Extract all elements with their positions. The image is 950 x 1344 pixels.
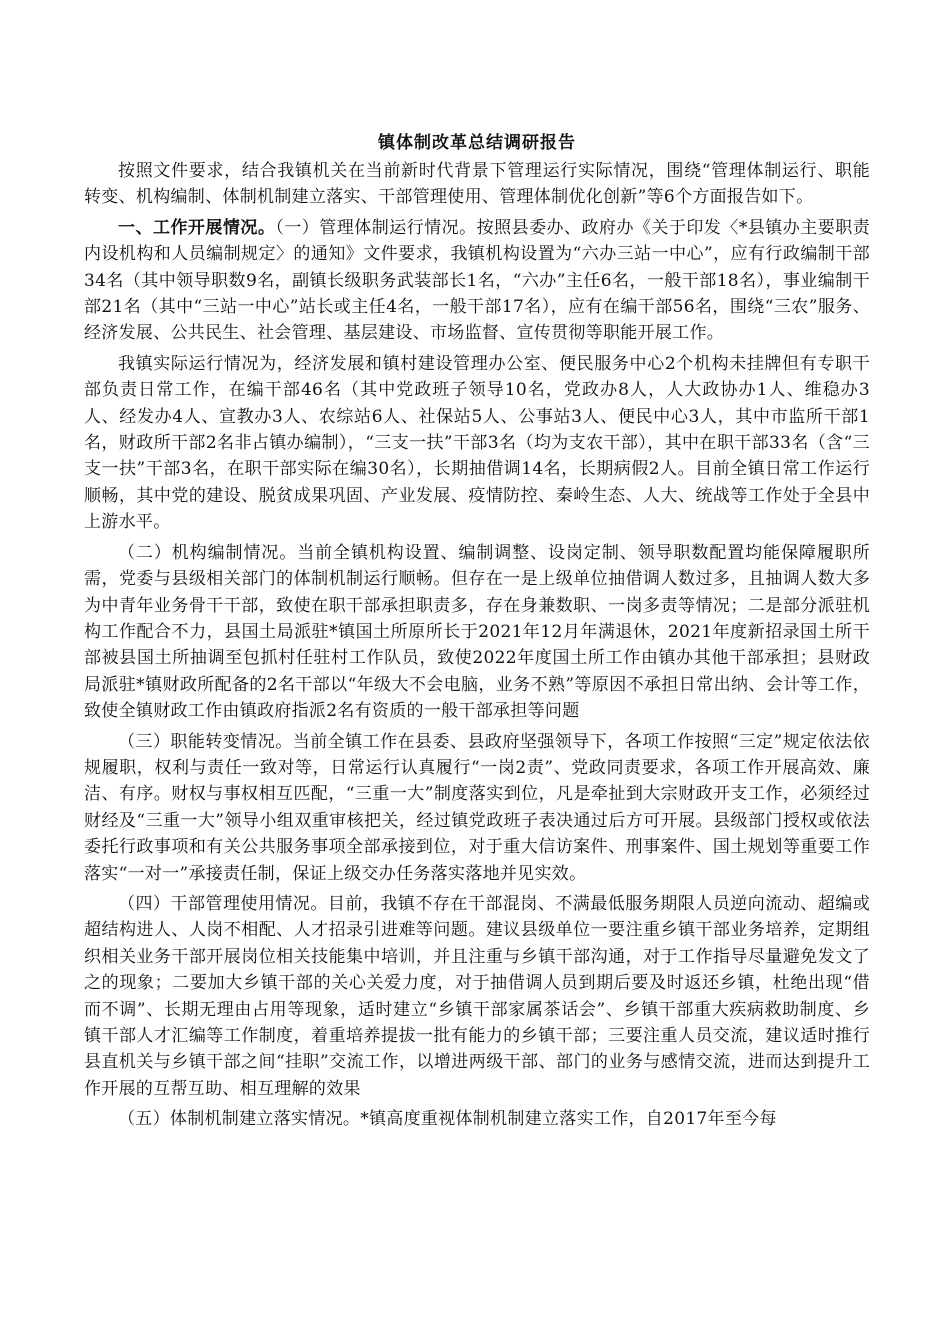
paragraph-text: 我镇实际运行情况为，经济发展和镇村建设管理办公室、便民服务中心2个机构未挂牌但有专职干部负责日常工作，在编干部46名（其中党政班子领导10名，党政办8人，人大政协办1人、维稳办3人、经发办4人、宣教办3人、农综站6人、社保站5人、公事站3人、便民中心3人，其中市监所干部1名，财政所干部2名非占镇办编制），“三支一扶”干部3名（均为支农干部），其中在职干部33名（含“三支一扶”干部3名，在职干部实际在编30名），长期抽借调14名，长期病假2人。目前全镇日常工作运行顺畅，其中党的建设、脱贫成果巩固、产业发展、疫情防控、秦岭生态、人大、统战等工作处于全县中上游水平。	[84, 353, 870, 533]
paragraph-text: （一）管理体制运行情况。按照县委办、政府办《关于印发〈*县镇办主要职责内设机构和人员编制规定〉的通知》文件要求，我镇机构设置为“六办三站一中心”，应有行政编制干部34名（其中领导职数9名，副镇长级职务武装部长1名，“六办”主任6名，一般干部18名），事业编制干部21名（其中“三站一中心”站长或主任4名，一般干部17名），应有在编干部56名，围绕“三农”服务、经济发展、公共民生、社会管理、基层建设、市场监督、宣传贯彻等职能开展工作。	[84, 217, 871, 344]
paragraph-text: 按照文件要求，结合我镇机关在当前新时代背景下管理运行实际情况，围绕“管理体制运行、职能转变、机构编制、体制机制建立落实、干部管理使用、管理体制优化创新”等6个方面报告如下。	[84, 161, 870, 208]
paragraph-text: （三）职能转变情况。当前全镇工作在县委、县政府坚强领导下，各项工作按照“三定”规定依法依规履职，权利与责任一致对等，日常运行认真履行“一岗2责”、党政同责要求，各项工作开展高效、廉洁、有序。财权与事权相互匹配，“三重一大”制度落实到位，凡是牵扯到大宗财政开支工作，必须经过财经及“三重一大”领导小组双重审核把关，经过镇党政班子表决通过后方可开展。县级部门授权或依法委托行政事项和有关公共服务事项全部承接到位，对于重大信访案件、刑事案件、国土规划等重要工作落实“一对一”承接责任制，保证上级交办任务落实落地并见实效。	[84, 731, 870, 884]
paragraph-text: （五）体制机制建立落实情况。*镇高度重视体制机制建立落实工作，自2017年至今每	[118, 1109, 777, 1130]
section-heading: 一、工作开展情况。	[118, 217, 276, 238]
paragraph-text: （四）干部管理使用情况。目前，我镇不存在干部混岗、不满最低服务期限人员逆向流动、超编或超结构进人、人岗不相配、人才招录引进难等问题。建议县级单位一要注重乡镇干部业务培养，定期组织相关业务干部开展岗位相关技能集中培训，并且注重与乡镇干部沟通，对于工作指导尽量避免发文了之的现象；二要加大乡镇干部的关心关爱力度，对于抽借调人员到期后要及时返还乡镇，杜绝出现“借而不调”、长期无理由占用等现象，适时建立“乡镇干部家属茶话会”、乡镇干部重大疾病救助制度、乡镇干部人才汇编等工作制度，着重培养提拔一批有能力的乡镇干部；三要注重人员交流，建议适时推行县直机关与乡镇干部之间“挂职”交流工作，以增进两级干部、部门的业务与感情交流，进而达到提升工作开展的互帮互助、相互理解的效果	[84, 893, 870, 1099]
paragraph-actual-operation	[84, 351, 870, 536]
document-title: 镇体制改革总结调研报告	[378, 133, 576, 153]
paragraph-text: （二）机构编制情况。当前全镇机构设置、编制调整、设岗定制、领导职数配置均能保障履职所需，党委与县级相关部门的体制机制运行顺畅。但存在一是上级单位抽借调人数过多，且抽调人数大多为中青年业务骨干干部，致使在职干部承担职责多，存在身兼数职、一岗多责等情况；二是部分派驻机构工作配合不力，县国土局派驻*镇国土所原所长于2021年12月年满退休，2021年度新招录国土所干部被县国土所抽调至包抓村任驻村工作队员，致使2022年度国土所工作由镇办其他干部承担；县财政局派驻*镇财政所配备的2名干部以“年级大不会电脑，业务不熟”等原因不承担日常出纳、会计等工作，致使全镇财政工作由镇政府指派2名有资质的一般干部承担等问题	[84, 542, 870, 722]
document-page	[84, 130, 870, 1137]
paragraph-cadre-management	[84, 891, 870, 1102]
paragraph-function-transformation	[84, 729, 870, 887]
paragraph-intro	[84, 158, 870, 211]
paragraph-section-1	[84, 215, 870, 347]
paragraph-mechanism	[84, 1106, 870, 1132]
paragraph-staffing	[84, 540, 870, 725]
